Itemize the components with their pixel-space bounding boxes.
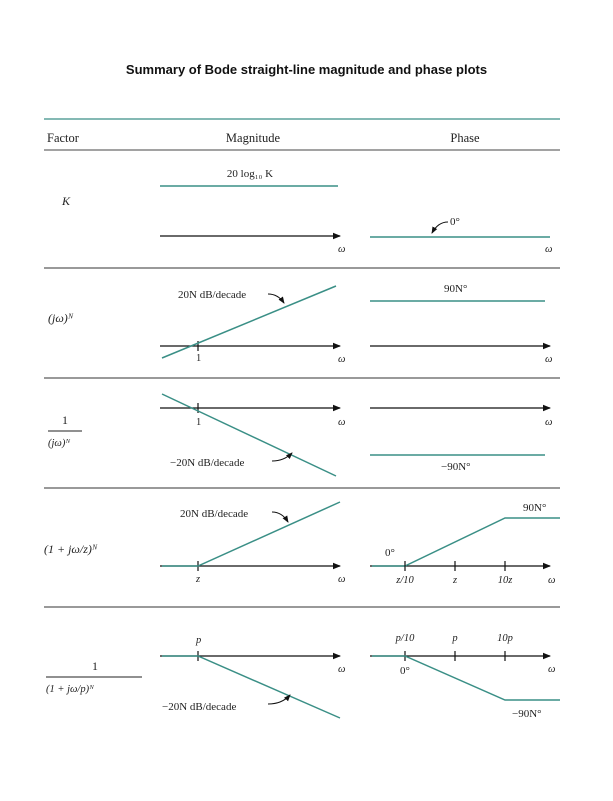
row-constant: [61, 168, 552, 255]
row2-magnitude-label: 20N dB/decade: [178, 289, 247, 301]
row5-phase-asymptote: [372, 656, 560, 700]
row3-phase-omega: ω: [545, 417, 553, 428]
row1-phase-label: 0°: [450, 216, 460, 228]
row1-magnitude-omega: ω: [338, 244, 346, 255]
row3-magnitude-label: −20N dB/decade: [170, 457, 245, 469]
row4-phase-tick-label-2: z: [452, 575, 458, 586]
row-pure-pole: [48, 394, 552, 476]
table-rules: [44, 119, 560, 607]
row3-factor-numerator: 1: [62, 413, 68, 427]
header-magnitude: Magnitude: [225, 131, 281, 145]
row2-slope-pointer: [268, 294, 284, 303]
row3-magnitude-tick-label: 1: [196, 417, 202, 428]
header-phase: Phase: [450, 131, 480, 145]
row5-magnitude-tick-label: p: [196, 635, 202, 646]
row5-phase-start-label: 0°: [400, 665, 410, 677]
row5-magnitude-label: −20N dB/decade: [162, 701, 237, 713]
row5-phase-tick-label-3: 10p: [497, 633, 513, 644]
row4-factor: (1 + jω/z)ᴺ: [44, 542, 98, 556]
row4-phase-end-label: 90N°: [523, 502, 547, 514]
row5-phase-tick-label-1: p/10: [395, 633, 415, 644]
row3-magnitude-omega: ω: [338, 417, 346, 428]
row2-magnitude-omega: ω: [338, 354, 346, 365]
row5-phase-tick-label-2: p: [452, 633, 458, 644]
header-factor: Factor: [47, 131, 79, 145]
row5-magnitude-omega: ω: [338, 664, 346, 675]
row4-phase-start-label: 0°: [385, 547, 395, 559]
row5-slope-pointer: [268, 695, 290, 704]
row1-phase-omega: ω: [545, 244, 553, 255]
row4-phase-omega: ω: [548, 575, 556, 586]
row2-phase-label: 90N°: [444, 283, 468, 295]
row5-phase-end-label: −90N°: [512, 708, 542, 720]
row4-phase-tick-label-1: z/10: [396, 575, 414, 586]
row4-phase-tick-label-3: 10z: [497, 575, 513, 586]
row3-factor-denominator: (jω)ᴺ: [48, 438, 71, 449]
row4-magnitude-tick-label: z: [196, 574, 201, 585]
row2-phase-omega: ω: [545, 354, 553, 365]
row3-phase-label: −90N°: [441, 461, 471, 473]
row5-phase-omega: ω: [548, 664, 556, 675]
row-simple-zero: [44, 502, 560, 586]
row4-magnitude-omega: ω: [338, 574, 346, 585]
page-title: Summary of Bode straight-line magnitude and phase plots: [125, 62, 488, 77]
row-simple-pole: [46, 633, 560, 720]
row5-factor-numerator: 1: [92, 659, 98, 673]
row1-phase-pointer: [432, 222, 448, 233]
row-pure-zero: [48, 283, 552, 365]
row4-slope-pointer: [272, 512, 288, 522]
row4-magnitude-label: 20N dB/decade: [180, 508, 249, 520]
row2-factor: (jω)ᴺ: [48, 311, 74, 325]
row2-magnitude-tick-label: 1: [196, 353, 202, 364]
row1-factor: K: [62, 194, 71, 208]
row1-magnitude-label: 20 log₁₀ K: [226, 168, 274, 180]
row5-factor-denominator: (1 + jω/p)ᴺ: [46, 684, 94, 695]
row4-phase-asymptote: [372, 518, 560, 566]
